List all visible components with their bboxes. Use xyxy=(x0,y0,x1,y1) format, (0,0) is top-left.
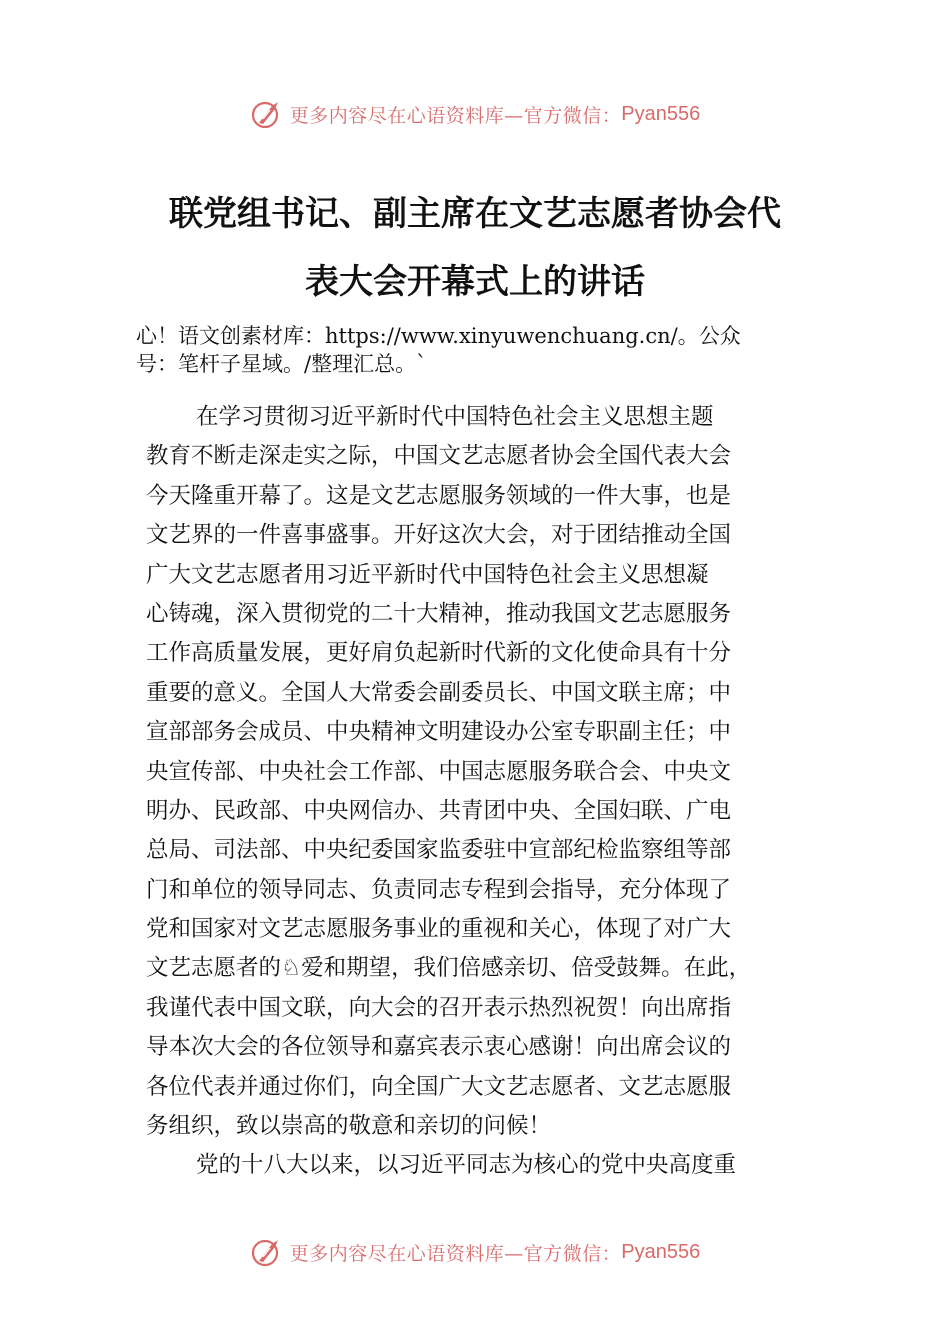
document-title-line-2: 表大会开幕式上的讲话 xyxy=(305,262,645,302)
body-line: 文艺志愿者的♘爱和期望，我们倍感亲切、倍受鼓舞。在此， xyxy=(146,955,752,982)
body-line: 广大文艺志愿者用习近平新时代中国特色社会主义思想凝 xyxy=(146,561,709,588)
body-line: 导本次大会的各位领导和嘉宾表示衷心感谢！向出席会议的 xyxy=(146,1034,732,1061)
body-line: 重要的意义。全国人大常委会副委员长、中国文联主席；中 xyxy=(146,679,732,706)
body-line: 文艺界的一件喜事盛事。开好这次大会，对于团结推动全国 xyxy=(146,522,732,549)
source-note-line-1: 心！语文创素材库：https://www.xinyuwenchuang.cn/。公众 xyxy=(136,324,741,348)
banner-text: 更多内容尽在心语资料库—官方微信： xyxy=(289,104,622,127)
header-banner xyxy=(0,94,950,134)
body-line: 门和单位的领导同志、负责同志专程到会指导，充分体现了 xyxy=(146,876,732,903)
source-note-line-2: 号：笔杆子星域。/整理汇总。` xyxy=(136,352,427,376)
banner-wechat-id: Pyan556 xyxy=(621,1240,701,1263)
body-line: 党和国家对文艺志愿服务事业的重视和关心，体现了对广大 xyxy=(146,916,732,943)
footer-banner xyxy=(0,1232,950,1272)
document-body xyxy=(146,398,811,1186)
body-line: 心铸魂，深入贯彻党的二十大精神，推动我国文艺志愿服务 xyxy=(146,600,732,627)
source-note xyxy=(136,322,836,378)
body-line: 总局、司法部、中央纪委国家监委驻中宣部纪检监察组等部 xyxy=(146,837,732,864)
body-line: 明办、民政部、中央网信办、共青团中央、全国妇联、广电 xyxy=(146,797,732,824)
banner-wechat-id: Pyan556 xyxy=(621,102,701,125)
body-line: 工作高质量发展，更好肩负起新时代新的文化使命具有十分 xyxy=(146,640,732,667)
body-line: 央宣传部、中央社会工作部、中国志愿服务联合会、中央文 xyxy=(146,758,732,785)
body-line: 宣部部务会成员、中央精神文明建设办公室专职副主任；中 xyxy=(146,719,732,746)
document-title-line-1: 联党组书记、副主席在文艺志愿者协会代 xyxy=(169,194,781,234)
body-line: 各位代表并通过你们，向全国广大文艺志愿者、文艺志愿服 xyxy=(146,1073,732,1100)
quill-pen-logo-icon xyxy=(250,97,284,131)
body-line: 党的十八大以来，以习近平同志为核心的党中央高度重 xyxy=(196,1152,737,1179)
body-line: 今天隆重开幕了。这是文艺志愿服务领域的一件大事，也是 xyxy=(146,482,732,509)
quill-pen-logo-icon xyxy=(250,1235,284,1269)
body-line: 在学习贯彻习近平新时代中国特色社会主义思想主题 xyxy=(196,404,714,430)
banner-text: 更多内容尽在心语资料库—官方微信： xyxy=(289,1242,622,1265)
body-line: 我谨代表中国文联，向大会的召开表示热烈祝贺！向出席指 xyxy=(146,994,732,1021)
body-line: 务组织，致以崇高的敬意和亲切的问候！ xyxy=(146,1113,552,1140)
body-line: 教育不断走深走实之际，中国文艺志愿者协会全国代表大会 xyxy=(146,443,732,470)
